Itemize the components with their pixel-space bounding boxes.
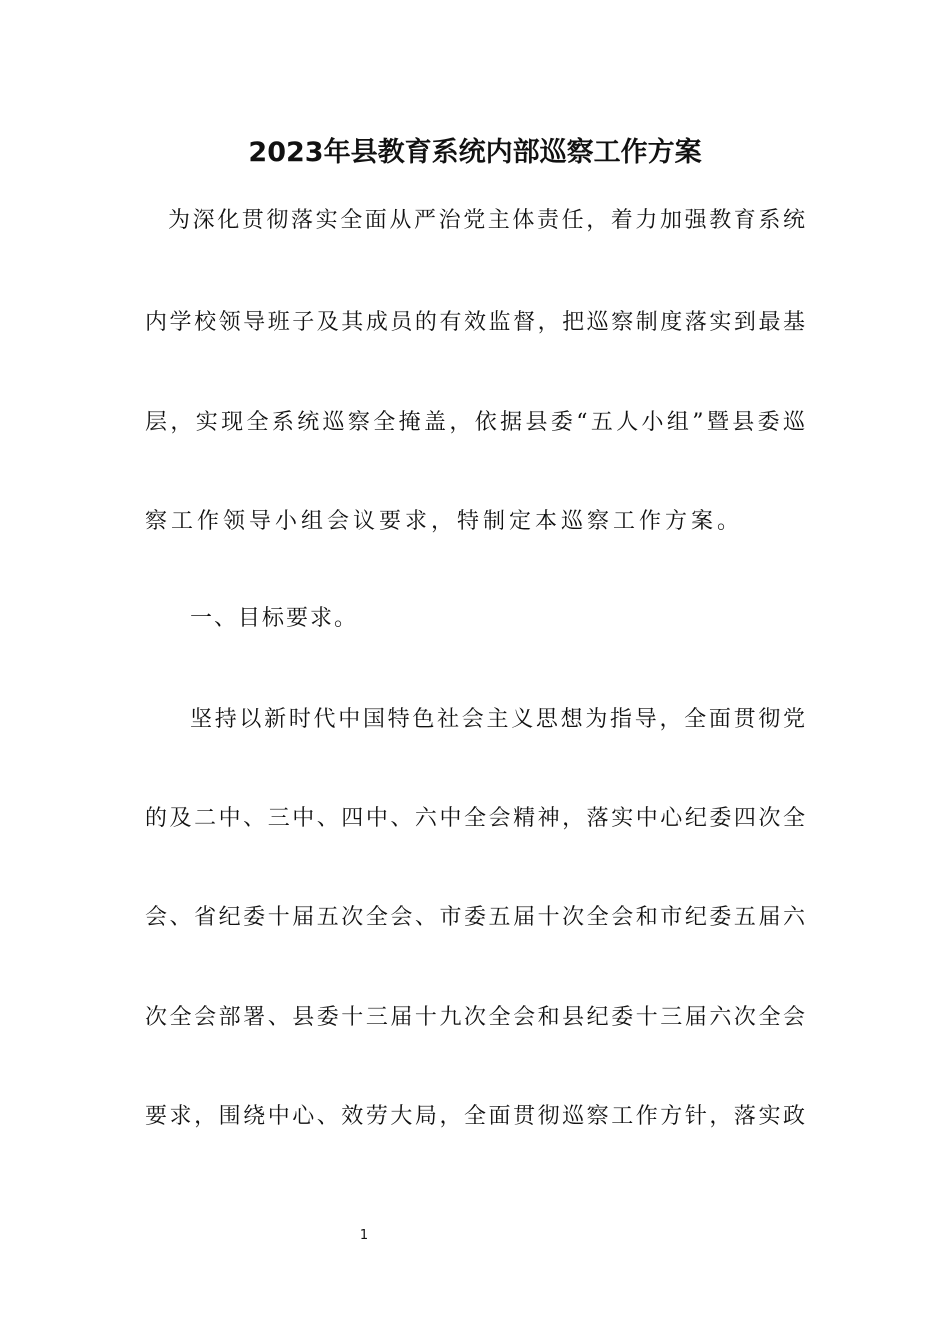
paragraph-line: 要求，围绕中心、效劳大局，全面贯彻巡察工作方针，落实政 — [145, 1104, 805, 1129]
paragraph-line: 层，实现全系统巡察全掩盖，依据县委“五人小组”暨县委巡 — [145, 410, 805, 435]
paragraph-line: 内学校领导班子及其成员的有效监督，把巡察制度落实到最基 — [145, 310, 805, 335]
paragraph-line: 坚持以新时代中国特色社会主义思想为指导，全面贯彻党 — [190, 707, 805, 732]
section-heading: 一、目标要求。 — [190, 606, 359, 631]
document-title: 2023年县教育系统内部巡察工作方案 — [248, 137, 702, 168]
paragraph-line: 为深化贯彻落实全面从严治党主体责任，着力加强教育系统 — [168, 208, 805, 233]
paragraph-line: 察工作领导小组会议要求，特制定本巡察工作方案。 — [145, 509, 744, 534]
paragraph-line: 会、省纪委十届五次全会、市委五届十次全会和市纪委五届六 — [145, 905, 805, 930]
page-number: 1 — [359, 1228, 369, 1243]
paragraph-line: 次全会部署、县委十三届十九次全会和县纪委十三届六次全会 — [145, 1005, 805, 1030]
paragraph-line: 的及二中、三中、四中、六中全会精神，落实中心纪委四次全 — [145, 806, 805, 831]
